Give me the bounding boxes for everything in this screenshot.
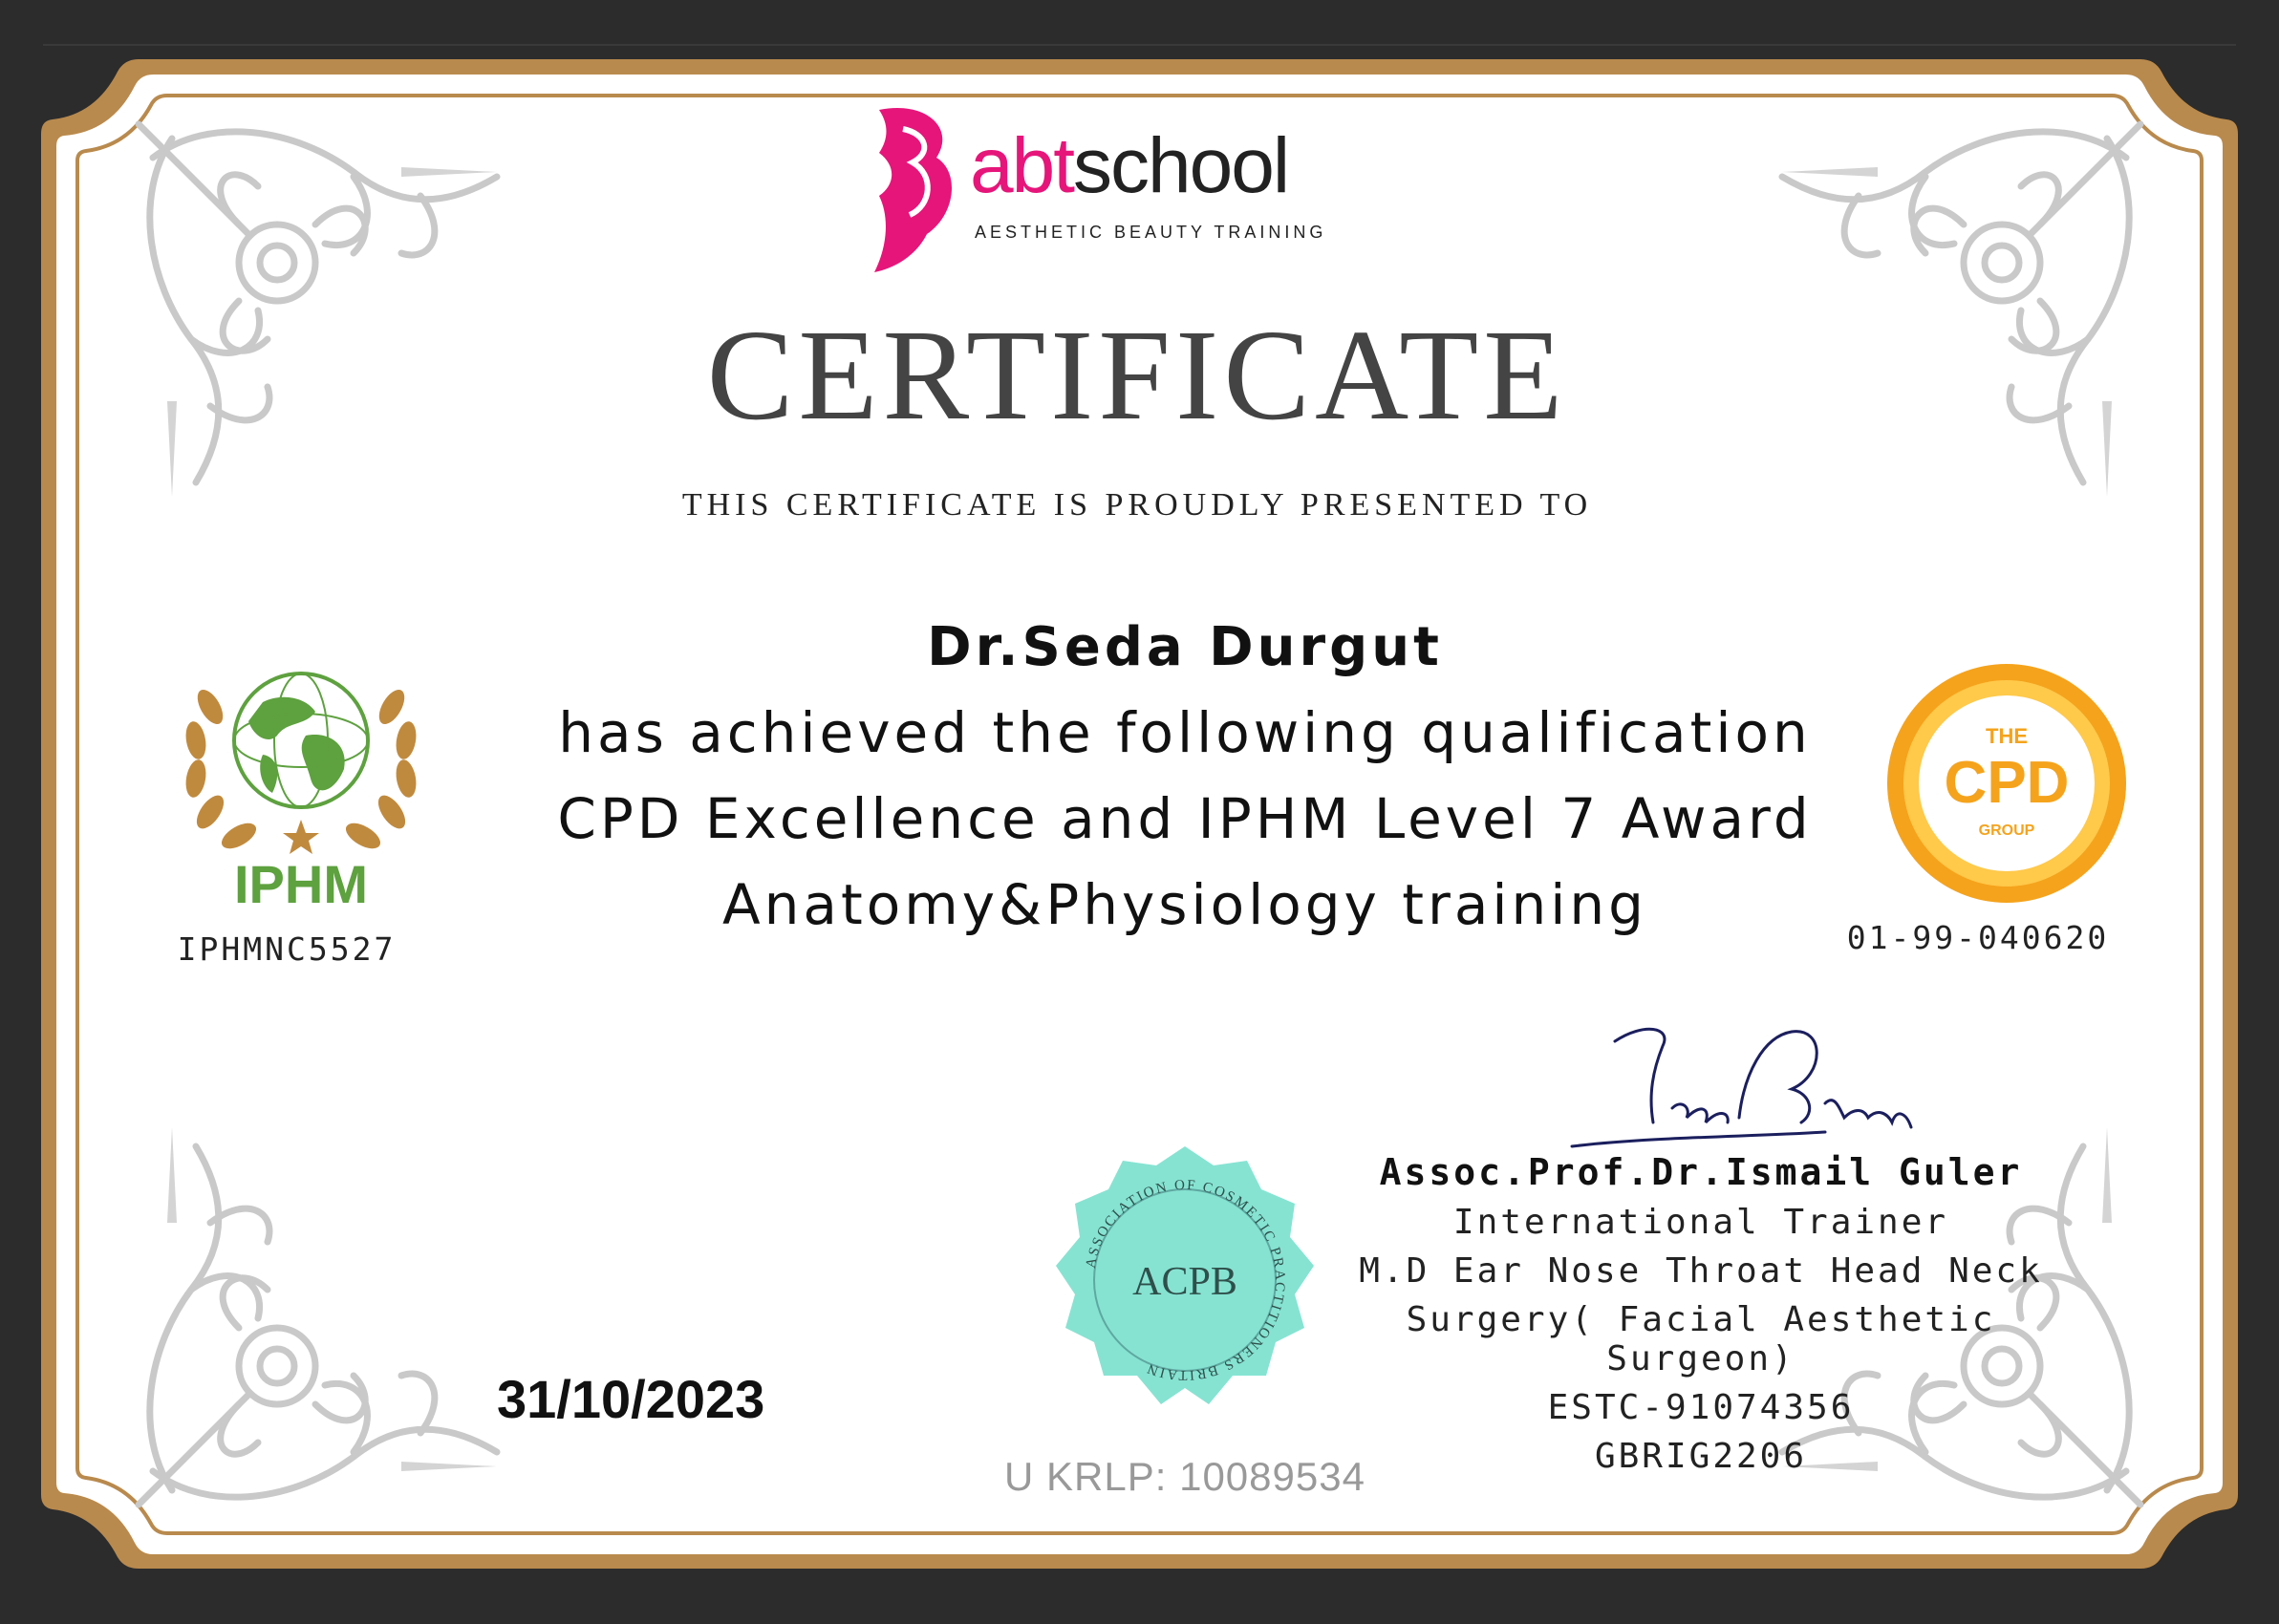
signer-line-3: Surgery( Facial Aesthetic Surgeon) xyxy=(1406,1300,1996,1378)
presented-to-text: THIS CERTIFICATE IS PROUDLY PRESENTED TO xyxy=(681,487,1593,523)
globe-icon xyxy=(234,673,368,807)
signer-block xyxy=(1319,1151,2083,1476)
qualification-line-3: Anatomy&Physiology training xyxy=(721,872,1647,937)
logo-tagline: AESTHETIC BEAUTY TRAINING xyxy=(975,223,1327,242)
acpb-ring-text: ASSOCIATION OF COSMETIC PRACTITIONERS BRITAIN xyxy=(1083,1177,1288,1383)
recipient-name: Dr.Seda Durgut xyxy=(927,616,1443,678)
abtschool-logo xyxy=(860,100,1338,282)
cpd-seal-label: CPD xyxy=(1944,750,2070,816)
iphm-seal xyxy=(172,650,430,912)
issue-date: 31/10/2023 xyxy=(497,1369,765,1429)
signer-line-4: ESTC-91074356 xyxy=(1547,1388,1855,1427)
cpd-seal-bottom: GROUP xyxy=(1978,823,2035,839)
logo-brand-prefix: abt xyxy=(970,122,1073,209)
signer-line-1: International Trainer xyxy=(1452,1203,1949,1242)
qualification-line-2: CPD Excellence and IPHM Level 7 Award xyxy=(557,786,1813,851)
qualification-line-1: has achieved the following qualification xyxy=(558,700,1812,765)
iphm-code: IPHMNC5527 xyxy=(177,930,397,968)
logo-brand-suffix: school xyxy=(1073,122,1289,209)
iphm-seal-label: IPHM xyxy=(234,854,368,912)
certificate-title: CERTIFICATE xyxy=(706,304,1568,447)
cpd-seal-top: THE xyxy=(1986,724,2028,748)
signer-line-5: GBRIG2206 xyxy=(1594,1437,1808,1476)
acpb-seal xyxy=(1042,1142,1328,1419)
signer-name: Assoc.Prof.Dr.Ismail Guler xyxy=(1379,1151,2023,1193)
cpd-code: 01-99-040620 xyxy=(1846,919,2110,956)
ukrlp-number: U KRLP: 10089534 xyxy=(1004,1454,1365,1499)
signer-line-2: M.D Ear Nose Throat Head Neck xyxy=(1359,1251,2043,1291)
logo-face-icon xyxy=(860,100,965,277)
signature-graphic xyxy=(1558,1017,1940,1156)
logo-wordmark xyxy=(970,122,1289,209)
acpb-seal-label: ACPB xyxy=(1132,1260,1237,1304)
cpd-seal xyxy=(1882,659,2131,908)
